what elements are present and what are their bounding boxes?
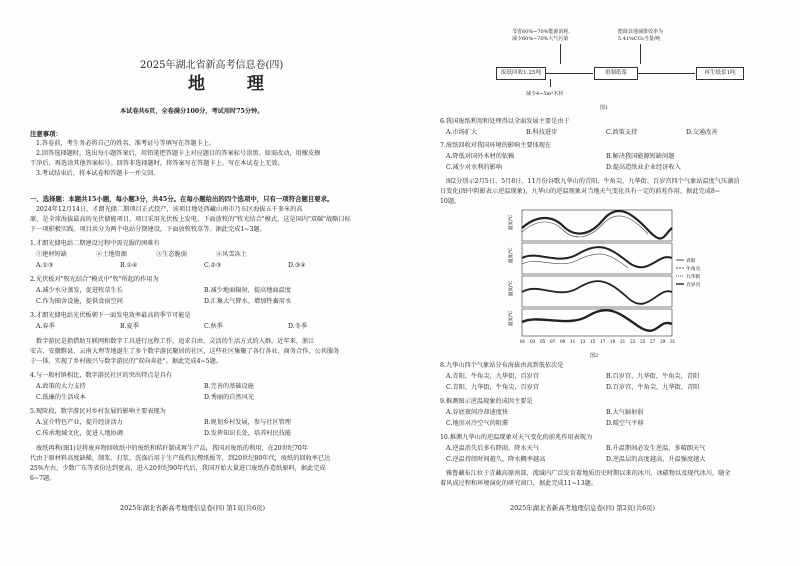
flow-connector [640, 44, 641, 64]
question-4: 4.与一般村镇相比，数字游民社区的突出特点是具有 [30, 372, 173, 379]
q6-answer: D.交通改善 [686, 129, 718, 136]
x-tick-label: 25 [640, 339, 646, 344]
q9-answer: D.暖空气平移 [606, 420, 644, 427]
passage1-line: 2024年12月14日，才朗光储二期项目正式投产，该项目地处西藏山南市乃东区海拔五千多米的高 [36, 206, 303, 213]
q3-answer: A.春季 [36, 323, 55, 330]
x-tick-label: 03 [530, 339, 536, 344]
q4-answer: C.低廉的生活成本 [36, 394, 86, 401]
q7-answer: A.降低对国外木材的依赖 [446, 153, 515, 160]
q10-answer: A.逆温消失后多有降雨，降水天气 [446, 445, 540, 452]
passage3-line: 代由于原材料高度缺稀，制浆、打浆，洗涤后用于生产低档瓦楞纸板等，到20世纪80年代，废纸的回收率已达 [30, 455, 331, 462]
passage4-line: 10题。 [440, 198, 461, 205]
passage4-line: 图2分别示2月5日、5月8日、11月份谷歌九华山的青阳、牛角尖、九华街、百岁宫四个气象站温度气压湖泊 [446, 178, 740, 185]
q6-answer: B.科技进步 [526, 129, 558, 136]
q1-option: ④风雪冻土 [216, 251, 247, 258]
chart-panel [522, 243, 672, 274]
q10-answer: D.逆温层的高度越高，升温强度越大 [606, 456, 706, 463]
notice-3: 干净后，再选涂其他答案标号。回答非选择题时，将答案写在答题卡上。写在本试卷上无效。 [30, 160, 284, 167]
passage5-line: 雅鲁藏布江位于青藏高原南部，流域内广泛发育着地质历史时期以来的冰川、冰碛物以及现代冰川，随全 [446, 470, 731, 477]
q9-answer: C.地形对冷空气的阻滞 [446, 420, 509, 427]
chart-axis-label: 温度/℃ [509, 247, 514, 263]
flow-note: 5.41%CO₂当量/吨 [618, 36, 661, 42]
question-5: 5.现阶段，数字游民对乡村发展的影响主要表现为 [30, 408, 166, 415]
x-tick-label: 27 [650, 339, 656, 344]
flow-connector [560, 44, 561, 64]
passage2-line: 数字游民是指借助互联网和数字工具进行远程工作，追求自由、灵活的生活方式的人群。近年来，浙江 [36, 338, 315, 345]
notice-heading: 注意事项： [30, 130, 62, 138]
flow-connector [550, 79, 551, 87]
notice-1: 1.答卷前，考生务必将自己的姓名、准考证号等填写在答题卡上。 [36, 140, 216, 147]
q2-answer: B.减少地面辐射，提高地面温度 [204, 287, 291, 294]
q4-answer: B.完善的基础设施 [204, 383, 254, 390]
x-tick-label: 15 [590, 339, 596, 344]
question-8: 8.九华山四个气象站分布海拔由高到低依次是 [440, 362, 564, 369]
legend-item: 百岁宫 [686, 283, 701, 288]
x-tick-label: 13 [580, 339, 586, 344]
page-footer: 2025年湖北省新高考地理信息卷(四) 第2页(共6页) [510, 504, 656, 512]
passage3-line: 25%左右，少数广东等省份达到更高，进入20世纪90年代后，我国开始大量进口废纸作造纸原料，据此完成 [30, 465, 326, 472]
flow-box-output: 再生纸浆1吨 [696, 67, 744, 80]
q8-answer: D.百岁宫，牛角尖，九华街，青阳 [606, 384, 700, 391]
q10-answer: C.逆温持续时间越久，降水概率越高 [446, 456, 546, 463]
page-footer: 2025年湖北省新高考地理信息卷(四) 第1页(共6页) [120, 504, 266, 512]
flow-note: 减少60%~70%大气污染 [512, 36, 569, 42]
q6-answer: C.政策支持 [606, 129, 638, 136]
q9-answer: A.谷底夜间冷却速度快 [446, 409, 509, 416]
passage2-line: 于一体，实现了乡村振兴与数字游民的"双向奔赴"。据此完成4~5题。 [30, 358, 222, 365]
q3-answer: D.冬季 [288, 323, 308, 330]
chart-axis-label: 温度/℃ [509, 214, 514, 230]
q3-answer: C.秋季 [204, 323, 223, 330]
question-3: 3.才朗光储电站光伏板朝下一面发电效率最高的季节可能是 [30, 312, 191, 319]
figure2-caption: 图2 [590, 353, 599, 359]
question-7: 7.废纸回收对我国环境的影响主要体现在 [440, 142, 552, 149]
notice-2: 2.回答选择题时，选出每小题答案后，用铅笔把答题卡上对应题目的答案标号涂黑。如需改动，用橡皮擦 [36, 150, 321, 157]
x-tick-label: 05 [540, 339, 546, 344]
q10-answer: B.升温期间必发生逆温，多晴朗天气 [606, 445, 706, 452]
section-heading: 一、选择题：本题共15小题，每小题3分，共45分。在每小题给出的四个选项中，只有一项符合题目要求。 [30, 195, 334, 203]
q7-answer: D.提高造纸业企业经济收入 [606, 164, 681, 171]
right-page [400, 0, 800, 566]
q1-option: ①建材短缺 [36, 251, 67, 258]
q5-answer: C.传承地域文化，促进人地协调 [36, 430, 123, 437]
chart-panel [522, 210, 672, 241]
passage1-line: 下一项积极实践。项目共分为两个电站分期建设，下面放牧牧草等。据此完成1~3题。 [30, 226, 266, 233]
notice-4: 3.考试结束后，将本试卷和答题卡一并交回。 [36, 170, 160, 177]
q1-option: ②土地资源 [96, 251, 127, 258]
figure2-chart [508, 208, 708, 348]
question-1: 1.才朗光储电站二期建设过程中需克服的困难有 [30, 240, 160, 247]
q5-answer: D.发挥知识长处，培养村民技能 [204, 430, 292, 437]
flow-box-input: 废纸回收1.25吨 [496, 67, 546, 80]
exam-info: 本试卷共6页，全卷满分100分，考试用时75分钟。 [120, 108, 264, 115]
x-tick-label: 01 [520, 339, 526, 344]
q5-answer: B.规划乡村发展，参与社区管理 [204, 419, 291, 426]
flow-bottom-note: 减少4~5m³木材 [526, 91, 564, 97]
q9-answer: B.大气辐射弱 [606, 409, 644, 416]
exam-title: 2025年湖北省新高考信息卷(四) [140, 60, 284, 71]
x-tick-label: 19 [610, 339, 616, 344]
flow-note: 能降其他减排效率为 [618, 29, 664, 35]
q2-answer: C.作为圈舍设施，提供食宿空间 [36, 298, 123, 305]
q1-answer: A.①③ [36, 262, 54, 269]
legend-item: 青阳 [686, 259, 696, 264]
flow-arrow [545, 73, 593, 74]
question-6: 6.我国废纸利用和处理得以全面发展主要是由于 [440, 118, 570, 125]
q2-answer: D.汇集大气降水，增加牲畜用水 [204, 298, 292, 305]
x-tick-label: 09 [560, 339, 566, 344]
passage4-line: 日变化(图中阴影表示逆温现象)，九华山的逆温现象对当地天气变化具有一定的前兆作用，据此完成8~ [440, 188, 721, 195]
passage3-line: 6~7题。 [30, 475, 56, 482]
flow-arrow [637, 73, 695, 74]
q1-answer: D.③④ [288, 262, 306, 269]
chart-panel [522, 309, 672, 336]
x-tick-label: 31 [670, 339, 676, 344]
q6-answer: A.市场扩大 [446, 129, 478, 136]
chart-axis-label: 温度/℃ [509, 310, 514, 326]
q8-answer: C.青阳，九华街，牛角尖，百岁宫 [446, 384, 540, 391]
x-tick-label: 17 [600, 339, 606, 344]
q4-answer: A.政策的大力支持 [36, 383, 86, 390]
subject-title: 地 理 [188, 74, 282, 94]
chart-axis-label: 温度/℃ [509, 280, 514, 296]
q7-answer: C.减少对水利的影响 [446, 164, 502, 171]
question-10: 10.推测九华山的逆温现象对天气变化的前兆作用表现为 [440, 434, 593, 441]
passage2-line: 安吉、安徽黟县、云南大理等地诞生了多个数字游民聚居的社区，这些社区集聚了各行各业、商务合作、公共服务 [30, 348, 340, 355]
question-9: 9.推测图示逆温现象的成因主要是 [440, 398, 533, 405]
x-tick-label: 07 [550, 339, 556, 344]
q3-answer: B.夏季 [120, 323, 139, 330]
q1-answer: B.①④ [120, 262, 138, 269]
legend-item: 九华街 [686, 275, 701, 280]
passage3-line: 废纸再利(图1)是将废弃物回收纸中的废纸和秸秆制成再生产品，我国对废纸的利用，在20世纪70年 [36, 445, 309, 452]
q7-answer: B.解决我国能源短缺问题 [606, 153, 675, 160]
q1-answer: C.②③ [204, 262, 222, 269]
flow-note: 节省60%~70%能源消耗、 [512, 29, 574, 35]
q8-answer: A.青阳，牛角尖，九华街，百岁宫 [446, 373, 540, 380]
q8-answer: B.百岁宫，九华街，牛角尖，青阳 [606, 373, 700, 380]
x-tick-label: 11 [570, 339, 576, 344]
x-tick-label: 29 [660, 339, 666, 344]
chart-legend [676, 257, 701, 288]
x-tick-label: 23 [630, 339, 636, 344]
chart-x-ticks [520, 339, 676, 344]
chart-panel [522, 276, 672, 307]
q1-option: ③生态脆弱 [156, 251, 187, 258]
legend-item: 牛角尖 [686, 267, 701, 272]
q2-answer: A.减少水分蒸发，促进牧草生长 [36, 287, 123, 294]
flow-box-process: 重制纸浆 [594, 67, 638, 80]
figure1-caption: 图1 [600, 105, 609, 111]
q5-answer: A.宣介特色产业，提升经济活力 [36, 419, 123, 426]
passage1-line: 原，是全球海拔最高的光伏储能项目，项目采用光伏板上发电、下面放牧的"牧光结合"模式，这是国内"双碳"战略目标 [30, 216, 351, 223]
x-tick-label: 21 [620, 339, 626, 344]
question-2: 2.光伏板对"牧光结合"模式中"牧"所起的作用为 [30, 276, 159, 283]
passage5-line: 着风成过程和环境演化的研究窗口，据此完成11~13题。 [440, 480, 598, 487]
q4-answer: D.秀丽的自然风光 [204, 394, 255, 401]
